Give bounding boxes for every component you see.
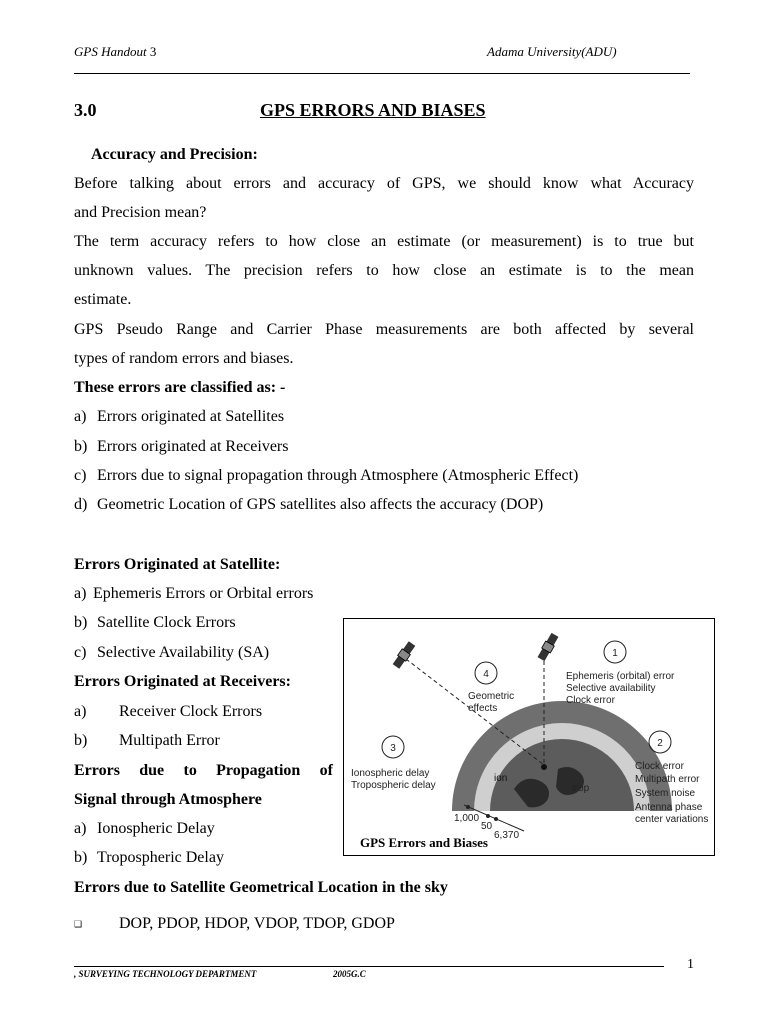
scale-dot bbox=[486, 814, 490, 818]
ion-label: ion bbox=[494, 773, 508, 784]
label2-line: Antenna phase bbox=[635, 802, 703, 813]
trop-label: trop bbox=[572, 783, 590, 794]
classified-item bbox=[74, 466, 578, 486]
circle-1-number: 1 bbox=[612, 648, 618, 659]
item-label: a) bbox=[74, 585, 87, 602]
item-label: a) bbox=[74, 408, 87, 425]
page-title: GPS ERRORS AND BIASES bbox=[260, 100, 486, 120]
footer-department: , SURVEYING TECHNOLOGY DEPARTMENT bbox=[74, 969, 257, 979]
dop-text: DOP, PDOP, HDOP, VDOP, TDOP, GDOP bbox=[119, 915, 395, 932]
classified-item bbox=[74, 407, 284, 427]
circle-2-number: 2 bbox=[657, 738, 663, 749]
gps-errors-figure bbox=[343, 618, 715, 856]
item-text: Ionospheric Delay bbox=[97, 820, 215, 837]
para2-line1: The term accuracy refers to how close an estimate (or measurement) is to true but bbox=[74, 233, 694, 250]
scale-dot bbox=[494, 817, 498, 821]
item-label: a) bbox=[74, 820, 87, 837]
heading-word: of bbox=[319, 762, 333, 779]
section-number: 3.0 bbox=[74, 100, 97, 120]
header-number: 3 bbox=[149, 44, 157, 59]
header-rule bbox=[74, 73, 690, 74]
dop-item bbox=[74, 914, 395, 934]
propagation-heading-line2: Signal through Atmosphere bbox=[74, 791, 262, 808]
receiver-errors-heading: Errors Originated at Receivers: bbox=[74, 673, 291, 690]
item-text: Ephemeris Errors or Orbital errors bbox=[93, 585, 314, 602]
receiver-item bbox=[74, 702, 262, 722]
propagation-item bbox=[74, 848, 224, 868]
classified-item bbox=[74, 495, 543, 515]
para2-line2: unknown values. The precision refers to how close an estimate is to the mean bbox=[74, 262, 694, 279]
header-left bbox=[74, 44, 156, 60]
item-label: b) bbox=[74, 614, 88, 631]
item-label: c) bbox=[74, 467, 87, 484]
satellite-errors-heading: Errors Originated at Satellite: bbox=[74, 556, 281, 573]
label2-line: Clock error bbox=[635, 761, 684, 772]
figure-graphic bbox=[344, 619, 715, 856]
item-label: c) bbox=[74, 644, 87, 661]
footer-rule bbox=[74, 966, 664, 967]
satellite-item bbox=[74, 613, 236, 633]
label2-line: center variations bbox=[635, 814, 709, 825]
page-number: 1 bbox=[687, 957, 694, 972]
item-text: Selective Availability (SA) bbox=[97, 644, 270, 661]
label4-line: effects bbox=[468, 703, 498, 714]
label4-line: Geometric bbox=[468, 691, 515, 702]
label3-line: Ionospheric delay bbox=[351, 768, 430, 779]
classified-item bbox=[74, 437, 288, 457]
propagation-heading-line1 bbox=[74, 761, 333, 781]
scale-50: 50 bbox=[481, 821, 493, 832]
item-text: Tropospheric Delay bbox=[97, 849, 224, 866]
item-text: Receiver Clock Errors bbox=[119, 703, 263, 720]
classified-heading: These errors are classified as: - bbox=[74, 379, 286, 396]
label2-line: Multipath error bbox=[635, 774, 700, 785]
satellite-item bbox=[74, 584, 313, 604]
satellite-item bbox=[74, 643, 269, 663]
item-text: Errors originated at Satellites bbox=[97, 408, 285, 425]
subheading-accuracy: Accuracy and Precision: bbox=[91, 146, 258, 163]
para2-line3: estimate. bbox=[74, 291, 132, 308]
figure-caption: GPS Errors and Biases bbox=[360, 835, 488, 850]
para1-line1: Before talking about errors and accuracy of GPS, we should know what Accuracy bbox=[74, 175, 694, 192]
label3-line: Tropospheric delay bbox=[351, 780, 436, 791]
label1-line: Ephemeris (orbital) error bbox=[566, 671, 675, 682]
circle-3-number: 3 bbox=[390, 743, 396, 754]
item-text: Errors originated at Receivers bbox=[97, 438, 289, 455]
scale-6370: 6,370 bbox=[494, 830, 520, 841]
label1-line: Selective availability bbox=[566, 683, 656, 694]
item-label: a) bbox=[74, 703, 87, 720]
para3-line2: types of random errors and biases. bbox=[74, 350, 294, 367]
header-title: GPS Handout bbox=[74, 44, 147, 59]
heading-word: to bbox=[183, 762, 197, 779]
item-text: Errors due to signal propagation through Atmosphere (Atmospheric Effect) bbox=[97, 467, 579, 484]
satellite-right-icon bbox=[537, 632, 560, 661]
label1-line: Clock error bbox=[566, 695, 615, 706]
geometry-heading: Errors due to Satellite Geometrical Location in the sky bbox=[74, 879, 448, 896]
propagation-item bbox=[74, 819, 215, 839]
heading-word: due bbox=[139, 762, 165, 779]
satellite-left-icon bbox=[392, 641, 416, 670]
item-text: Geometric Location of GPS satellites also affects the accuracy (DOP) bbox=[97, 496, 544, 513]
para3-line1: GPS Pseudo Range and Carrier Phase measurements are both affected by several bbox=[74, 321, 694, 338]
label2-line: System noise bbox=[635, 788, 696, 799]
footer-year: 2005G.C bbox=[333, 969, 366, 979]
heading-word: Errors bbox=[74, 762, 120, 779]
receiver-item bbox=[74, 731, 220, 751]
item-label: b) bbox=[74, 849, 88, 866]
header-right: Adama University(ADU) bbox=[487, 44, 617, 59]
para1-line2: and Precision mean? bbox=[74, 204, 207, 221]
item-text: Multipath Error bbox=[119, 732, 220, 749]
heading-word: Propagation bbox=[216, 762, 301, 779]
checkbox-bullet-icon: ❑ bbox=[74, 919, 83, 930]
scale-dot bbox=[466, 805, 470, 809]
item-label: b) bbox=[74, 732, 88, 749]
receiver-icon bbox=[541, 764, 547, 770]
item-label: d) bbox=[74, 496, 88, 513]
scale-1000: 1,000 bbox=[454, 813, 480, 824]
item-text: Satellite Clock Errors bbox=[97, 614, 236, 631]
circle-4-number: 4 bbox=[483, 669, 489, 680]
item-label: b) bbox=[74, 438, 88, 455]
